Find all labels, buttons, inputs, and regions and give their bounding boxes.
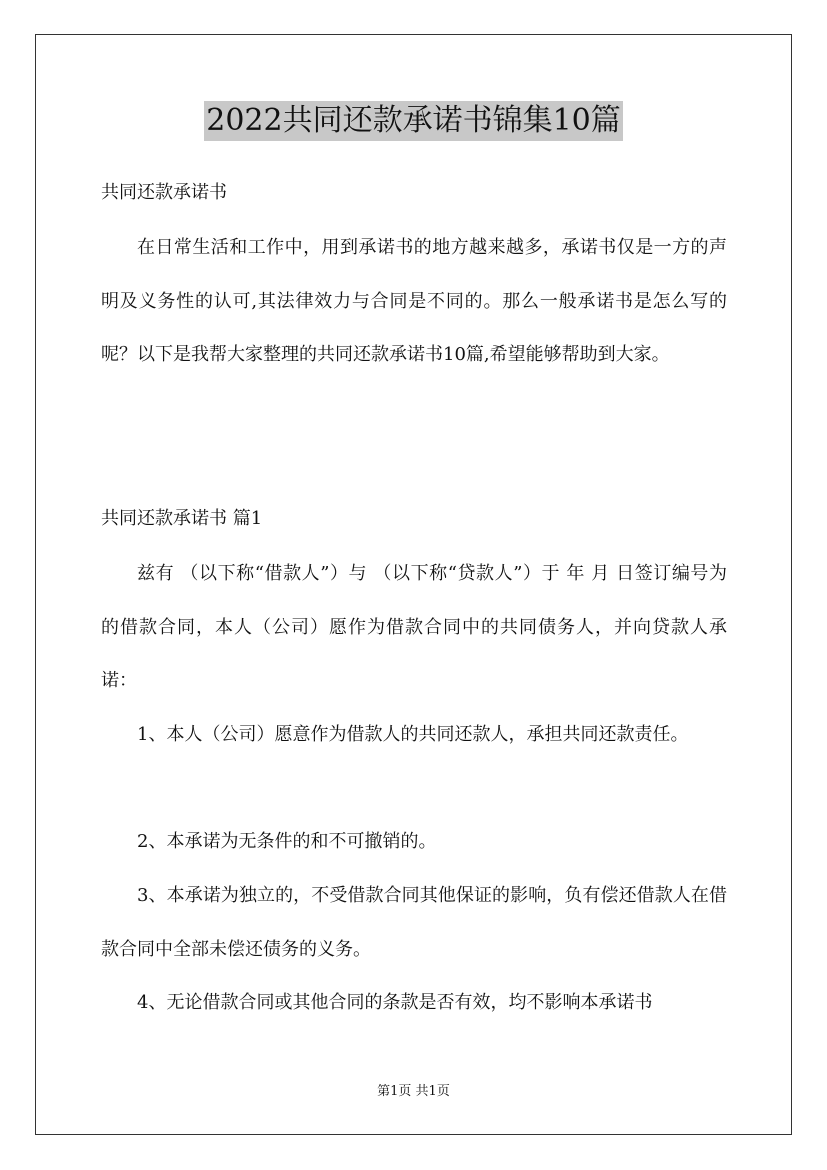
page-footer: 第1页 共1页 (377, 1084, 450, 1099)
list-item-4: 4、无论借款合同或其他合同的条款是否有效，均不影响本承诺书 (137, 992, 653, 1013)
section-paragraph: 兹有 （以下称“借款人”）与 （以下称“贷款人”）于 年 月 日签订编号为 的借款合同，本人（公司）愿作为借款合同中的共同债务人，并向贷款人承诺： (101, 563, 727, 691)
list-item-2: 2、本承诺为无条件的和不可撤销的。 (137, 831, 437, 852)
section-heading: 共同还款承诺书 篇1 (101, 508, 263, 529)
intro-heading: 共同还款承诺书 (101, 182, 227, 203)
document-title: 2022共同还款承诺书锦集10篇 (204, 101, 623, 141)
title-container (0, 101, 827, 141)
list-item-1: 1、本人（公司）愿意作为借款人的共同还款人，承担共同还款责任。 (137, 724, 689, 745)
list-item-3: 3、本承诺为独立的，不受借款合同其他保证的影响，负有偿还借款人在借款合同中全部未偿还债务的义务。 (101, 885, 727, 960)
intro-paragraph: 在日常生活和工作中，用到承诺书的地方越来越多，承诺书仅是一方的声明及义务性的认可,其法律效力与合同是不同的。那么一般承诺书是怎么写的呢？以下是我帮大家整理的共同还款承诺书10篇,希望能够帮助到大家。 (101, 237, 727, 365)
